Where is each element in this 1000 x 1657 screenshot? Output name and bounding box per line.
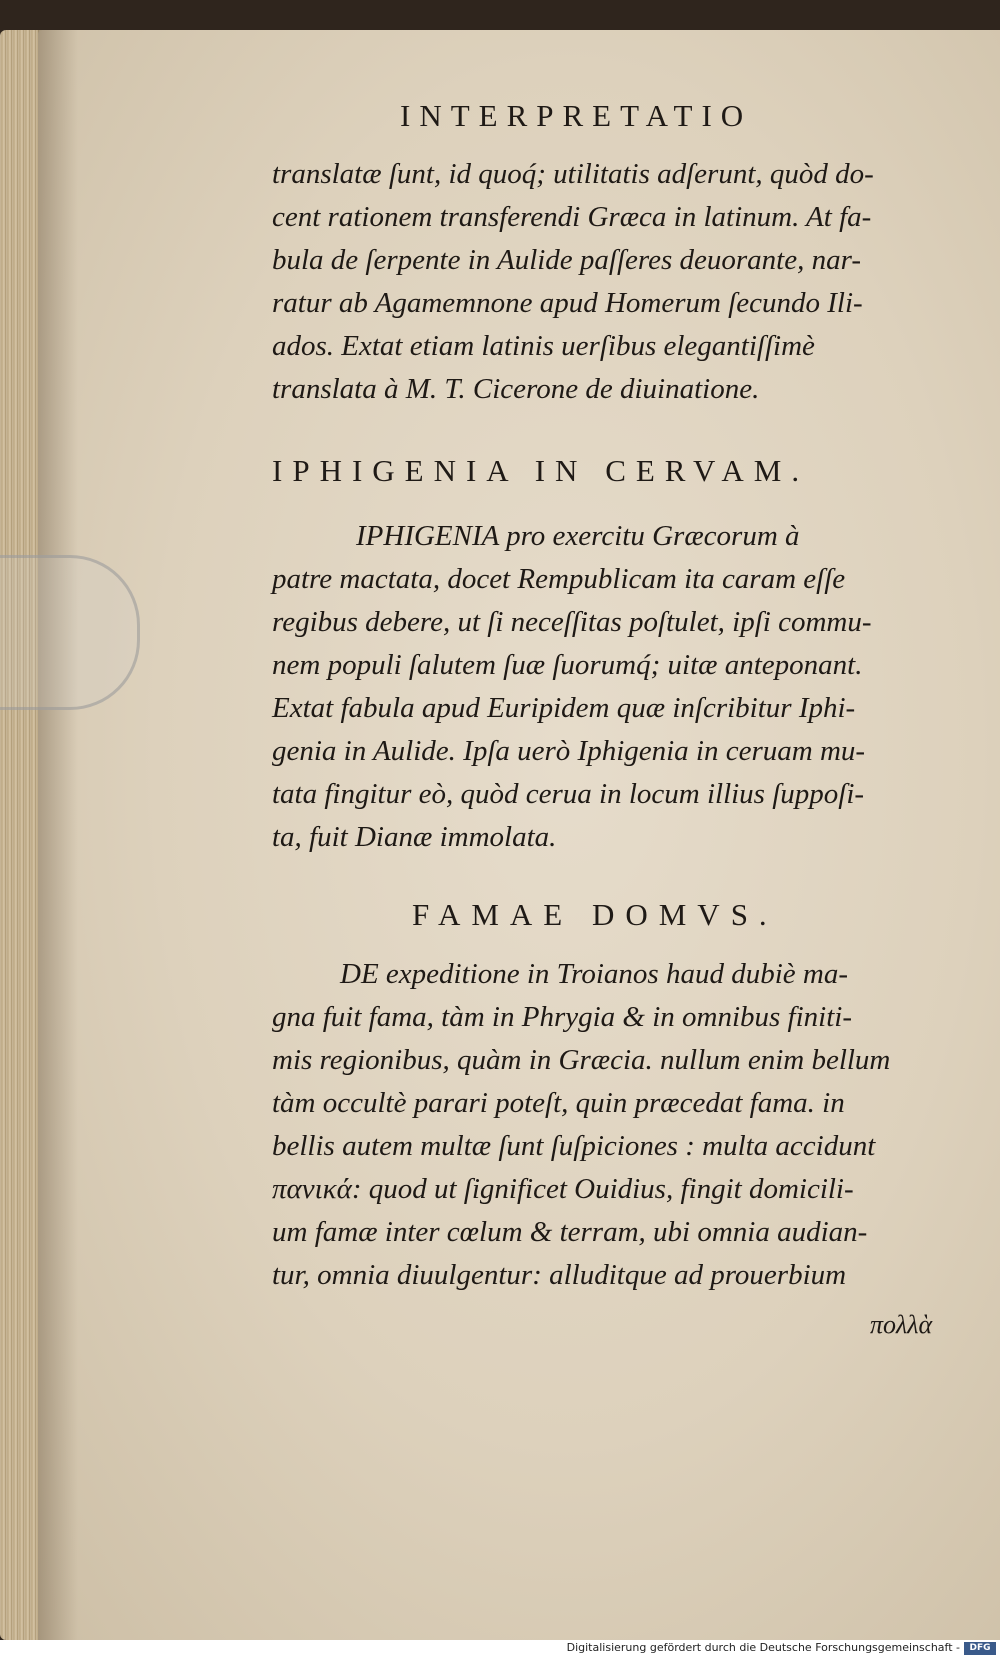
catchword: πολλὰ — [870, 1310, 933, 1339]
running-header: INTERPRETATIO — [400, 98, 753, 133]
text-line: Extat fabula apud Euripidem quæ inſcribitur Iphi- — [272, 692, 856, 724]
text-line: ados. Extat etiam latinis uerſibus elegantiſſimè — [272, 330, 815, 362]
gutter-shadow — [38, 30, 78, 1640]
section-title-famae-domus: FAMAE DOMVS. — [412, 897, 778, 932]
text-line: translatæ ſunt, id quoq́; utilitatis adſerunt, quòd do- — [272, 158, 874, 190]
dfg-logo: DFG — [964, 1642, 996, 1655]
text-line: tàm occultè parari poteſt, quin præcedat fama. in — [272, 1087, 845, 1119]
text-line: πανικά: quod ut ſignificet Ouidius, fingit domicili- — [272, 1173, 854, 1205]
text-line: translata à M. T. Cicerone de diuinatione. — [272, 373, 760, 405]
text-line: tata fingitur eò, quòd cerua in locum illius ſuppoſi- — [272, 778, 865, 810]
text-line: regibus debere, ut ſi neceſſitas poſtulet, ipſi commu- — [272, 606, 872, 638]
footer-bar — [0, 1640, 1000, 1657]
text-line: bellis autem multæ ſunt ſuſpiciones : multa accidunt — [272, 1130, 876, 1162]
text-line: ta, fuit Dianæ immolata. — [272, 821, 557, 853]
text-line: gna fuit fama, tàm in Phrygia & in omnibus finiti- — [272, 1001, 852, 1033]
text-line: um famæ inter cœlum & terram, ubi omnia audian- — [272, 1216, 868, 1248]
text-line: DE expeditione in Troianos haud dubiè ma- — [340, 958, 848, 990]
text-line: IPHIGENIA pro exercitu Græcorum à — [356, 520, 800, 552]
text-line: tur, omnia diuulgentur: alluditque ad prouerbium — [272, 1259, 847, 1291]
text-line: nem populi ſalutem ſuæ ſuorumq́; uitæ anteponant. — [272, 649, 863, 681]
page-clip — [0, 555, 140, 710]
text-line: cent rationem transferendi Græca in latinum. At fa- — [272, 201, 872, 233]
text-line: patre mactata, docet Rempublicam ita caram eſſe — [272, 563, 846, 595]
section-title-iphigenia: IPHIGENIA IN CERVAM. — [272, 453, 810, 488]
text-line: mis regionibus, quàm in Græcia. nullum enim bellum — [272, 1044, 891, 1076]
text-line: ratur ab Agamemnone apud Homerum ſecundo Ili- — [272, 287, 863, 319]
text-line: genia in Aulide. Ipſa uerò Iphigenia in ceruam mu- — [272, 735, 866, 767]
text-line: bula de ſerpente in Aulide paſſeres deuorante, nar- — [272, 244, 861, 276]
footer-credit: Digitalisierung gefördert durch die Deutsche Forschungsgemeinschaft - — [566, 1641, 960, 1654]
